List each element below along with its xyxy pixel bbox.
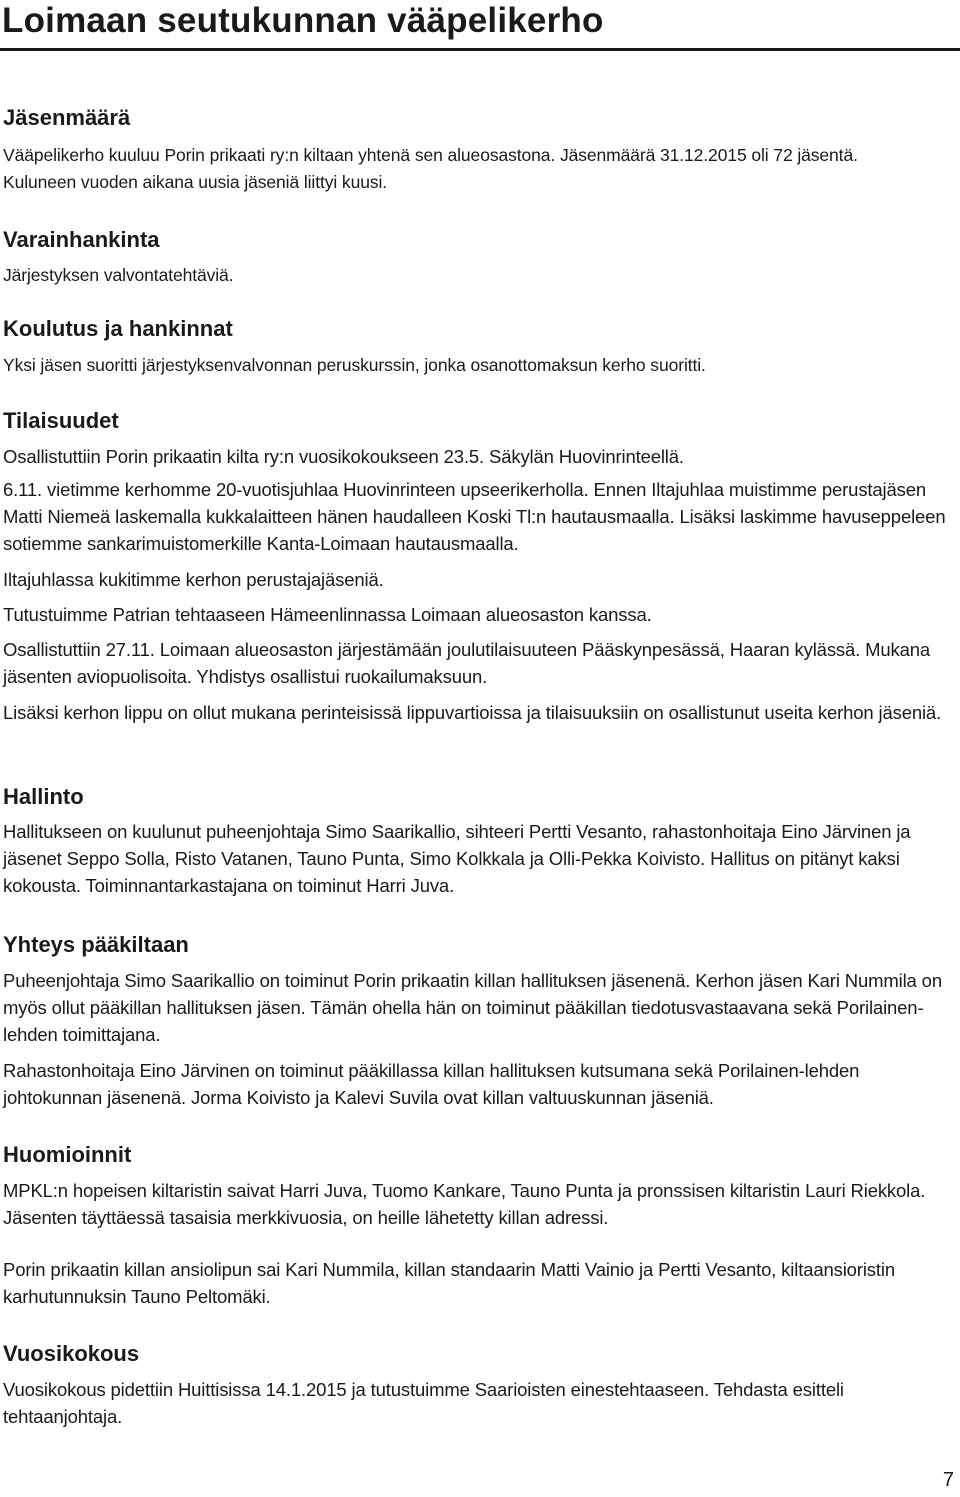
heading-tilaisuudet: Tilaisuudet — [3, 408, 119, 433]
heading-varainhankinta: Varainhankinta — [3, 227, 160, 252]
paragraph-huomioinnit-1: MPKL:n hopeisen kiltaristin saivat Harri Juva, Tuomo Kankare, Tauno Punta ja pronssisen kiltaristin Lauri Riekkola. Jäsenten täyttäessä tasaisia merkkivuosia, on heille lähetetty killan adressi. — [3, 1180, 926, 1228]
paragraph-tilaisuudet-1: Osallistuttiin Porin prikaatin kilta ry:n vuosikokoukseen 23.5. Säkylän Huovinrinteellä. — [3, 446, 684, 467]
heading-yhteys: Yhteys pääkiltaan — [3, 932, 189, 957]
heading-huomioinnit: Huomioinnit — [3, 1142, 132, 1167]
heading-jasenmaara: Jäsenmäärä — [3, 105, 131, 130]
paragraph-yhteys-1: Puheenjohtaja Simo Saarikallio on toiminut Porin prikaatin killan hallituksen jäsenenä. Kerhon jäsen Kari Nummila on myös ollut pääkillan hallituksen jäsen. Tämän ohella hän on toiminut pääkillan tiedotusvastaavana sekä Porilainen-lehden toimittajana. — [3, 970, 942, 1045]
page-number: 7 — [942, 1469, 954, 1491]
paragraph-tilaisuudet-5: Osallistuttiin 27.11. Loimaan alueosaston järjestämään joulutilaisuuteen Pääskynpesässä, Haaran kylässä. Mukana jäsenten aviopuolisoita. Yhdistys osallistui ruokailumaksuun. — [3, 639, 931, 687]
page-title: Loimaan seutukunnan vääpelikerho — [2, 1, 604, 40]
paragraph-vuosikokous: Vuosikokous pidettiin Huittisissa 14.1.2015 ja tutustuimme Saarioisten einestehtaaseen. Tehdasta esitteli tehtaanjohtaja. — [3, 1379, 844, 1427]
paragraph-huomioinnit-2: Porin prikaatin killan ansiolipun sai Kari Nummila, killan standaarin Matti Vainio ja Pertti Vesanto, kiltaansioristin karhutunnuksin Tauno Peltomäki. — [3, 1259, 895, 1307]
paragraph-tilaisuudet-3: Iltajuhlassa kukitimme kerhon perustajajäseniä. — [3, 569, 384, 590]
heading-vuosikokous: Vuosikokous — [3, 1341, 140, 1366]
paragraph-koulutus: Yksi jäsen suoritti järjestyksenvalvonnan peruskurssin, jonka osanottomaksun kerho suoritti. — [3, 355, 706, 375]
paragraph-tilaisuudet-4: Tutustuimme Patrian tehtaaseen Hämeenlinnassa Loimaan alueosaston kanssa. — [3, 604, 652, 625]
paragraph-varainhankinta: Järjestyksen valvontatehtäviä. — [3, 265, 234, 285]
heading-hallinto: Hallinto — [3, 784, 84, 809]
paragraph-tilaisuudet-6: Lisäksi kerhon lippu on ollut mukana perinteisissä lippuvartioissa ja tilaisuuksiin on osallistunut useita kerhon jäseniä. — [3, 702, 942, 723]
paragraph-jasenmaara: Vääpelikerho kuuluu Porin prikaati ry:n kiltaan yhtenä sen alueosastona. Jäsenmäärä 31.12.2015 oli 72 jäsentä. Kuluneen vuoden aikana uusia jäseniä liittyi kuusi. — [3, 145, 858, 192]
paragraph-yhteys-2: Rahastonhoitaja Eino Järvinen on toiminut pääkillassa killan hallituksen kutsumana sekä Porilainen-lehden johtokunnan jäsenenä. Jorma Koivisto ja Kalevi Suvila ovat killan valtuuskunnan jäseniä. — [3, 1060, 860, 1108]
heading-koulutus: Koulutus ja hankinnat — [3, 316, 233, 341]
paragraph-tilaisuudet-2: 6.11. vietimme kerhomme 20-vuotisjuhlaa Huovinrinteen upseerikerholla. Ennen Iltajuhlaa muistimme perustajäsen Matti Niemeä laskemalla kukkalaitteen hänen haudalleen Koski Tl:n hautausmaalla. Lisäksi laskimme havuseppeleen sotiemme sankarimuistomerkille Kanta-Loimaan hautausmaalla. — [3, 479, 946, 554]
title-divider — [0, 48, 960, 51]
paragraph-hallinto: Hallitukseen on kuulunut puheenjohtaja Simo Saarikallio, sihteeri Pertti Vesanto, rahastonhoitaja Eino Järvinen ja jäsenet Seppo Solla, Risto Vatanen, Tauno Punta, Simo Kolkkala ja Olli-Pekka Koivisto. Hallitus on pitänyt kaksi kokousta. Toiminnantarkastajana on toiminut Harri Juva. — [3, 821, 911, 896]
